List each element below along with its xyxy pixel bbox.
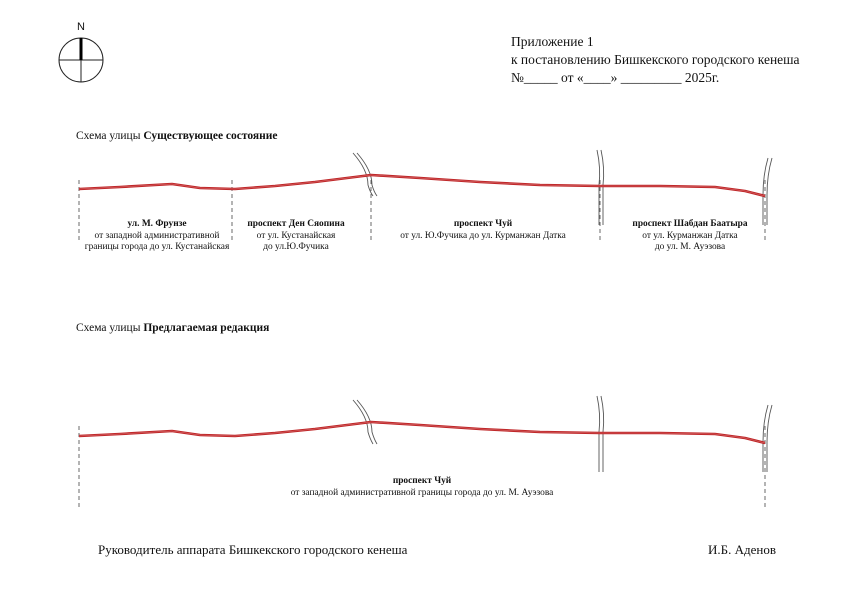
cross-street-mark [767,158,772,225]
existing-scheme-title-bold: Существующее состояние [143,130,278,142]
north-letter: N [77,21,85,33]
cross-street-mark [601,150,604,225]
existing-scheme-title-prefix: Схема улицы [76,130,144,142]
resolution-reference: к постановлению Бишкекского городского кенеша [511,52,800,67]
segment-description: от ул. Курманжан Датка [642,230,738,241]
segment-label-den-xiaoping [247,219,344,254]
segment-label-shabdan-baatyr [632,219,747,254]
segment-name: проспект Ден Сяопина [247,219,345,229]
appendix-label: Приложение 1 [511,34,594,49]
segment-description: от западной административной границы города до ул. М. Ауэзова [290,487,554,498]
north-arrow-compass [56,20,106,84]
proposed-scheme-title-prefix: Схема улицы [76,322,144,334]
segment-description: от ул. Кустанайская [256,230,336,241]
segment-label-frunze [85,219,230,254]
segment-description: от ул. Ю.Фучика до ул. Курманжан Датка [400,230,566,241]
segment-description: границы города до ул. Кустанайская [84,242,230,252]
segment-name: ул. М. Фрунзе [127,219,187,229]
segment-name: проспект Чуй [392,476,452,486]
signatory-name: И.Б. Аденов [708,542,776,557]
resolution-number-date: №_____ от «____» _________ 2025г. [511,70,720,85]
segment-name: проспект Шабдан Баатыра [632,219,748,229]
segment-label-proposed-chui [291,476,554,499]
proposed-scheme-title-bold: Предлагаемая редакция [143,322,270,334]
segment-description: от западной административной [94,230,220,241]
segment-description: до ул. М. Ауэзова [654,242,726,252]
signatory-position: Руководитель аппарата Бишкекского городского кенеша [98,542,408,557]
cross-street-mark [597,150,600,225]
segment-description: до ул.Ю.Фучика [263,242,329,252]
segment-name: проспект Чуй [453,219,513,229]
segment-label-chui [400,219,566,242]
proposed-scheme-title [76,322,269,334]
cross-street-mark [767,405,772,472]
